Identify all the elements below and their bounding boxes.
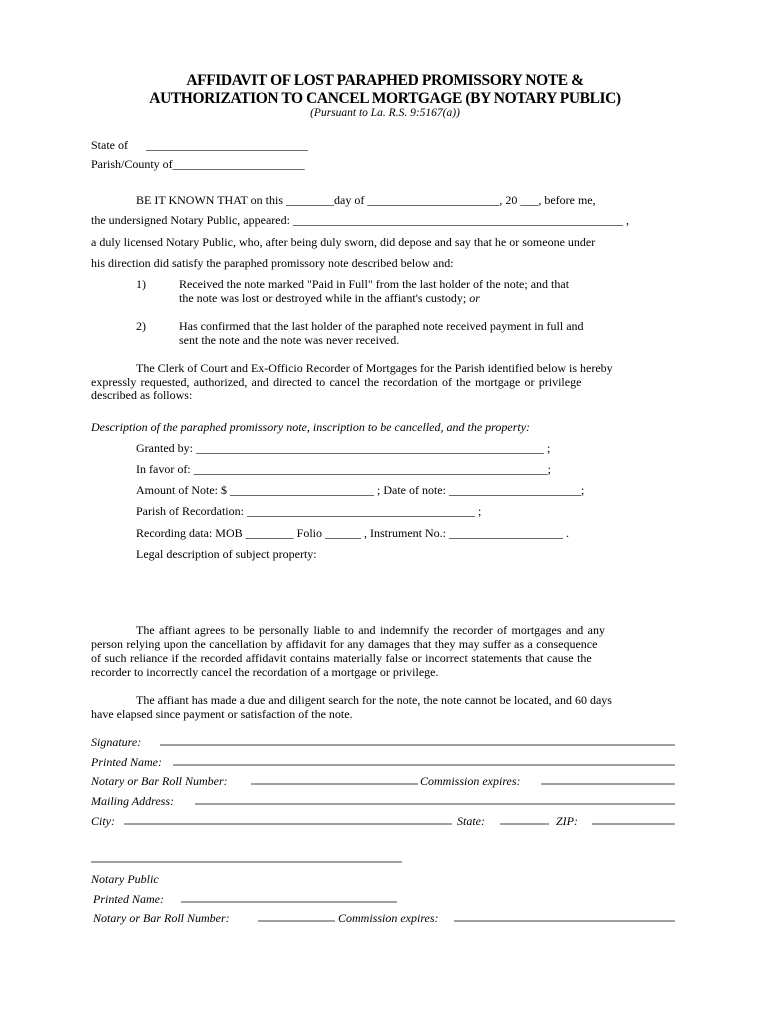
item-2-line-1: Has confirmed that the last holder of the paraphed note received payment in full and [179,319,584,333]
mailing-address-label: Mailing Address: [91,794,174,808]
parish-county-line: Parish/County of______________________ [91,157,305,171]
zip-label: ZIP: [556,814,578,828]
clerk-line-1: The Clerk of Court and Ex-Officio Recorder of Mortgages for the Parish identified below is hereby [136,361,613,375]
state-line: State of ___________________________ [91,138,308,152]
appeared-line: the undersigned Notary Public, appeared: _______________________________________________________ , [91,213,629,227]
affiant-line-3: of such reliance if the recorded affidavit contains materially false or incorrect statements that cause the [91,651,592,665]
search-line-2: have elapsed since payment or satisfaction of the note. [91,707,353,721]
licensed-line: a duly licensed Notary Public, who, after being duly sworn, did depose and say that he or someone under [91,235,596,249]
item-2-number: 2) [136,319,146,333]
np-printed-name-label: Printed Name: [93,892,164,906]
clerk-line-2: expressly requested, authorized, and directed to cancel the recordation of the mortgage or privilege [91,375,582,389]
description-heading: Description of the paraphed promissory note, inscription to be cancelled, and the property: [91,420,531,434]
in-favor-of-line: In favor of: ___________________________________________________________; [136,462,551,476]
affiant-line-1: The affiant agrees to be personally liable to and indemnify the recorder of mortgages and any [136,623,605,637]
legal-description-line: Legal description of subject property: [136,547,317,561]
recording-data-line: Recording data: MOB ________ Folio ______ , Instrument No.: ___________________ . [136,526,569,540]
item-1-line-1: Received the note marked "Paid in Full" from the last holder of the note; and that [179,277,570,291]
amount-of-note-line: Amount of Note: $ ________________________ ; Date of note: ______________________; [136,483,585,497]
city-label: City: [91,814,115,828]
search-line-1: The affiant has made a due and diligent search for the note, the note cannot be located, and 60 days [136,693,612,707]
title-line-2: AUTHORIZATION TO CANCEL MORTGAGE (BY NOTARY PUBLIC) [149,90,621,107]
affiant-line-4: recorder to incorrectly cancel the recordation of a mortgage or privilege. [91,665,439,679]
signature-label: Signature: [91,735,142,749]
commission-expires-label: Commission expires: [420,774,521,788]
notary-public-label: Notary Public [91,872,159,886]
item-1-or: or [469,291,480,305]
direction-line: his direction did satisfy the paraphed promissory note described below and: [91,256,454,270]
item-1-line-2-text: the note was lost or destroyed while in the affiant's custody; [179,291,467,305]
np-roll-label: Notary or Bar Roll Number: [93,911,230,925]
be-it-known-line: BE IT KNOWN THAT on this ________day of ______________________, 20 ___, before me, [136,193,596,207]
notary-roll-label: Notary or Bar Roll Number: [91,774,228,788]
affiant-line-2: person relying upon the cancellation by affidavit for any damages that they may suffer as a consequence [91,637,598,651]
title-line-1: AFFIDAVIT OF LOST PARAPHED PROMISSORY NOTE & [186,72,584,89]
granted-by-line: Granted by: __________________________________________________________ ; [136,441,551,455]
item-2-line-2: sent the note and the note was never received. [179,333,400,347]
state-label: State: [457,814,485,828]
printed-name-label: Printed Name: [91,755,162,769]
np-commission-label: Commission expires: [338,911,439,925]
parish-of-recordation-line: Parish of Recordation: ______________________________________ ; [136,504,482,518]
subtitle: (Pursuant to La. R.S. 9:5167(a)) [310,107,460,119]
clerk-line-3: described as follows: [91,388,193,402]
item-1-number: 1) [136,277,146,291]
